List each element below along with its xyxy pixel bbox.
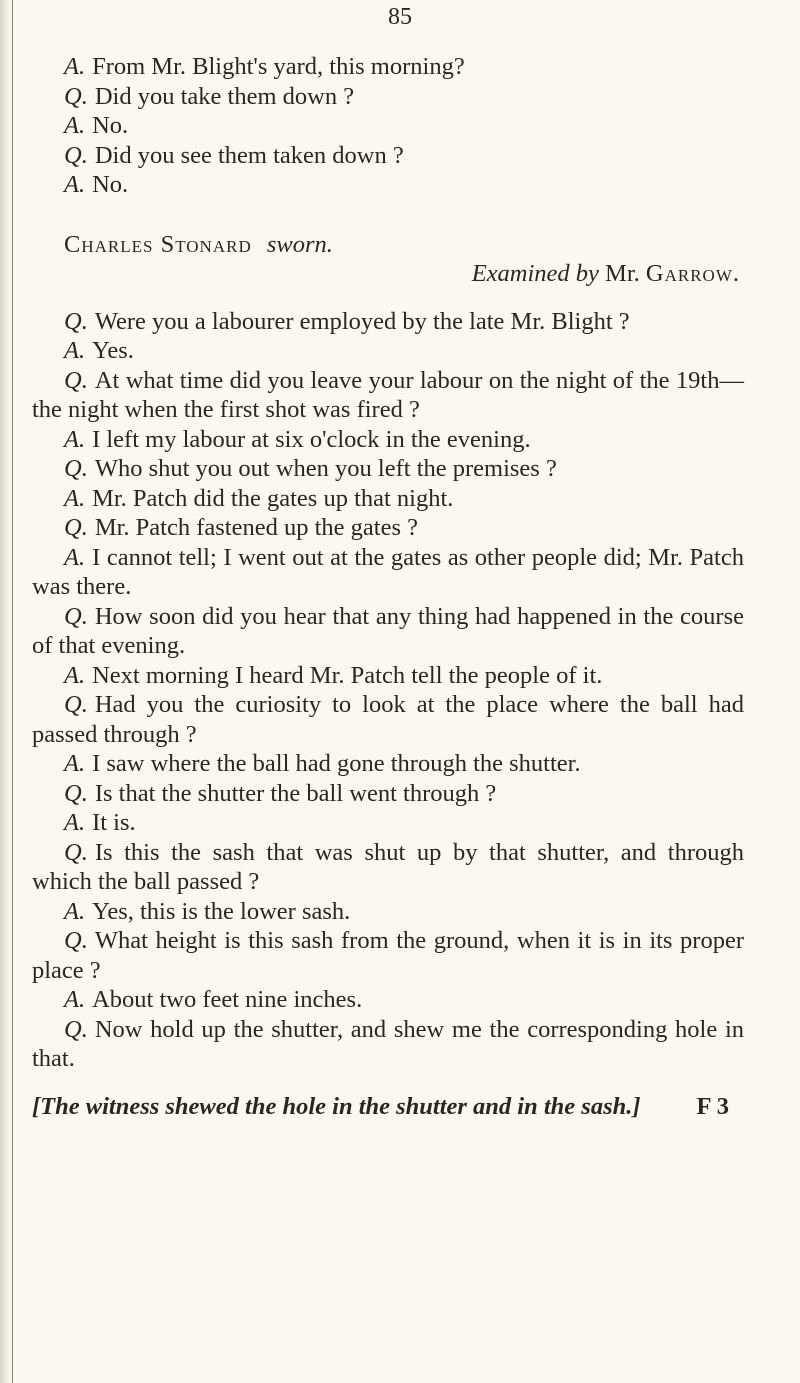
speaker-label: Q. bbox=[64, 1015, 88, 1043]
testimony-text: Next morning I heard Mr. Patch tell the people of it. bbox=[92, 661, 603, 689]
testimony-text: How soon did you hear that any thing had happened in the course of that evening. bbox=[32, 602, 744, 659]
speaker-label: Q. bbox=[64, 838, 88, 866]
testimony-text: What height is this sash from the ground, when it is in its proper place ? bbox=[32, 927, 744, 984]
testimony-text: No. bbox=[92, 171, 129, 198]
testimony-text: From Mr. Blight's yard, this morning? bbox=[92, 53, 465, 80]
speaker-label: A. bbox=[64, 897, 86, 925]
testimony-text: Who shut you out when you left the premises ? bbox=[94, 455, 557, 482]
question-line bbox=[32, 82, 744, 112]
testimony-text: I left my labour at six o'clock in the evening. bbox=[92, 425, 531, 453]
answer-line bbox=[32, 985, 744, 1015]
testimony-text: No. bbox=[92, 112, 129, 139]
speaker-label: A. bbox=[64, 986, 86, 1013]
speaker-label: Q. bbox=[64, 82, 88, 110]
spacer bbox=[32, 200, 744, 230]
page-text bbox=[32, 52, 744, 1121]
examiner-name: Garrow. bbox=[645, 260, 740, 287]
page-edge-line bbox=[12, 0, 13, 1383]
testimony-text: Now hold up the shutter, and shew me the corresponding hole in that. bbox=[32, 1015, 744, 1072]
testimony-text: Yes, this is the lower sash. bbox=[92, 897, 351, 925]
answer-line bbox=[32, 897, 744, 927]
answer-line bbox=[32, 425, 744, 455]
testimony-block-1 bbox=[32, 52, 744, 200]
signature-mark: F 3 bbox=[696, 1092, 729, 1120]
witness-heading bbox=[32, 230, 744, 260]
answer-line bbox=[32, 484, 744, 514]
stage-direction bbox=[32, 1092, 744, 1122]
question-line bbox=[32, 690, 744, 749]
testimony-text: Is that the shutter the ball went through ? bbox=[94, 779, 497, 807]
testimony-text: Did you see them taken down ? bbox=[94, 141, 404, 169]
speaker-label: Q. bbox=[64, 691, 88, 718]
speaker-label: Q. bbox=[64, 307, 88, 335]
testimony-block-2 bbox=[32, 307, 744, 1074]
testimony-text: Were you a labourer employed by the late Mr. Blight ? bbox=[94, 307, 630, 335]
testimony-text: Had you the curiosity to look at the place where the ball had passed through ? bbox=[32, 691, 744, 748]
spacer bbox=[32, 289, 744, 307]
examiner-prefix: Mr. bbox=[605, 260, 640, 287]
speaker-label: Q. bbox=[64, 514, 88, 541]
speaker-label: Q. bbox=[64, 927, 88, 954]
question-line bbox=[32, 366, 744, 425]
answer-line bbox=[32, 661, 744, 691]
speaker-label: Q. bbox=[64, 779, 88, 807]
testimony-text: About two feet nine inches. bbox=[92, 986, 363, 1013]
speaker-label: A. bbox=[64, 337, 86, 364]
speaker-label: A. bbox=[64, 484, 86, 512]
question-line bbox=[32, 454, 744, 484]
speaker-label: Q. bbox=[64, 602, 88, 630]
speaker-label: Q. bbox=[64, 455, 88, 482]
answer-line bbox=[32, 52, 744, 82]
testimony-text: I saw where the ball had gone through the shutter. bbox=[92, 750, 581, 777]
question-line bbox=[32, 1015, 744, 1074]
question-line bbox=[32, 513, 744, 543]
testimony-text: Is this the sash that was shut up by that shutter, and through which the ball passed ? bbox=[32, 838, 744, 895]
question-line bbox=[32, 779, 744, 809]
speaker-label: A. bbox=[64, 171, 86, 198]
question-line bbox=[32, 926, 744, 985]
sworn-label: sworn. bbox=[266, 230, 333, 258]
examined-by-line bbox=[32, 259, 744, 289]
speaker-label: A. bbox=[64, 750, 86, 777]
testimony-text: It is. bbox=[92, 809, 136, 836]
spacer bbox=[32, 1074, 744, 1092]
witness-name: Charles Stonard bbox=[64, 230, 252, 258]
answer-line bbox=[32, 170, 744, 200]
question-line bbox=[32, 602, 744, 661]
speaker-label: A. bbox=[64, 661, 86, 689]
page-number: 85 bbox=[388, 4, 412, 30]
speaker-label: A. bbox=[64, 425, 86, 453]
question-line bbox=[32, 838, 744, 897]
answer-line bbox=[32, 808, 744, 838]
answer-line bbox=[32, 543, 744, 602]
question-line bbox=[32, 141, 744, 171]
question-line bbox=[32, 307, 744, 337]
testimony-text: Yes. bbox=[92, 337, 134, 364]
speaker-label: A. bbox=[64, 53, 86, 80]
testimony-text: I cannot tell; I went out at the gates as other people did; Mr. Patch was there. bbox=[32, 543, 744, 600]
testimony-text: At what time did you leave your labour on the night of the 19th—the night when the first shot was fired ? bbox=[32, 366, 744, 423]
testimony-text: Did you take them down ? bbox=[94, 82, 355, 110]
speaker-label: Q. bbox=[64, 141, 88, 169]
speaker-label: A. bbox=[64, 112, 86, 139]
testimony-text: Mr. Patch did the gates up that night. bbox=[92, 484, 454, 512]
answer-line bbox=[32, 336, 744, 366]
speaker-label: A. bbox=[64, 809, 86, 836]
answer-line bbox=[32, 111, 744, 141]
speaker-label: Q. bbox=[64, 366, 88, 394]
speaker-label: A. bbox=[64, 543, 86, 571]
stage-direction-text: [The witness shewed the hole in the shutter and in the sash.] bbox=[32, 1092, 641, 1120]
answer-line bbox=[32, 749, 744, 779]
examined-by-label: Examined by bbox=[471, 260, 599, 287]
testimony-text: Mr. Patch fastened up the gates ? bbox=[94, 514, 418, 541]
